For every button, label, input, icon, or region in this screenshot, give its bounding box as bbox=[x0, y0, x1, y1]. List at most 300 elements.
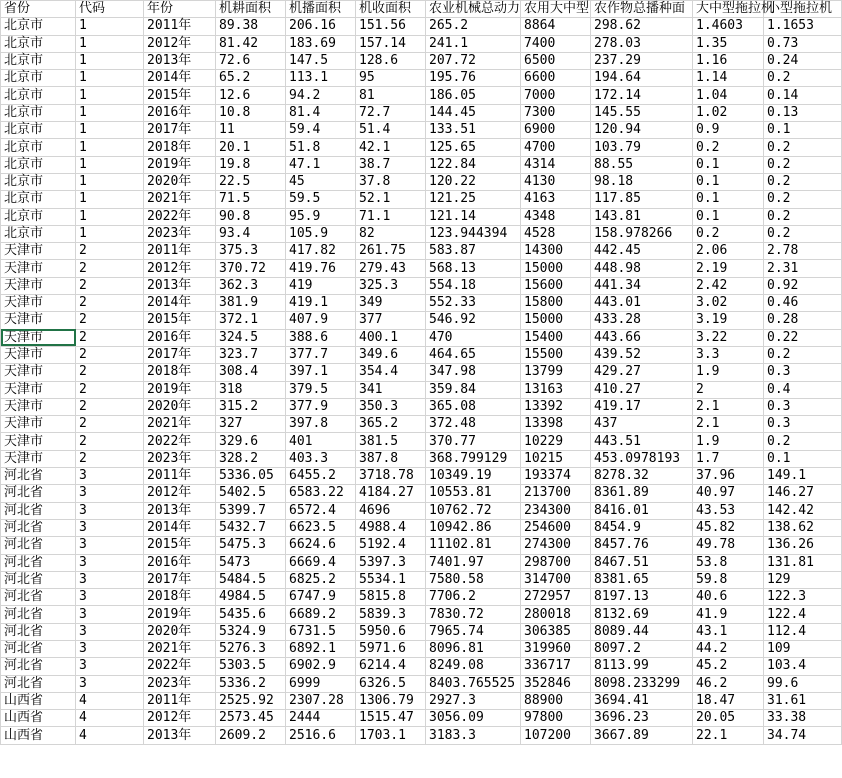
table-cell[interactable]: 2.19 bbox=[693, 260, 764, 277]
table-cell[interactable]: 山西省 bbox=[1, 727, 76, 744]
table-cell[interactable]: 6999 bbox=[286, 675, 356, 692]
table-cell[interactable]: 天津市 bbox=[1, 416, 76, 433]
table-cell[interactable]: 1.35 bbox=[693, 35, 764, 52]
table-cell[interactable]: 8097.2 bbox=[591, 640, 693, 657]
table-cell[interactable]: 15000 bbox=[521, 312, 591, 329]
table-cell[interactable]: 298700 bbox=[521, 554, 591, 571]
table-cell[interactable]: 265.2 bbox=[426, 18, 521, 35]
table-cell[interactable]: 山西省 bbox=[1, 692, 76, 709]
table-cell[interactable]: 157.14 bbox=[356, 35, 426, 52]
table-cell[interactable]: 13799 bbox=[521, 364, 591, 381]
table-cell[interactable]: 40.97 bbox=[693, 485, 764, 502]
table-cell[interactable]: 天津市 bbox=[1, 295, 76, 312]
table-cell[interactable]: 278.03 bbox=[591, 35, 693, 52]
table-cell[interactable]: 2015年 bbox=[144, 87, 216, 104]
table-cell[interactable]: 419.17 bbox=[591, 398, 693, 415]
table-cell[interactable]: 河北省 bbox=[1, 640, 76, 657]
table-cell[interactable]: 470 bbox=[426, 329, 521, 346]
table-cell[interactable]: 3696.23 bbox=[591, 710, 693, 727]
table-cell[interactable]: 2017年 bbox=[144, 122, 216, 139]
table-cell[interactable]: 128.6 bbox=[356, 52, 426, 69]
table-cell[interactable]: 8113.99 bbox=[591, 658, 693, 675]
table-cell[interactable]: 7300 bbox=[521, 104, 591, 121]
table-cell[interactable]: 2516.6 bbox=[286, 727, 356, 744]
table-cell[interactable]: 2609.2 bbox=[216, 727, 286, 744]
table-cell[interactable]: 318 bbox=[216, 381, 286, 398]
table-cell[interactable]: 419.76 bbox=[286, 260, 356, 277]
table-cell[interactable]: 1.1653 bbox=[764, 18, 842, 35]
table-cell[interactable]: 6747.9 bbox=[286, 589, 356, 606]
table-cell[interactable]: 6731.5 bbox=[286, 623, 356, 640]
table-cell[interactable]: 6455.2 bbox=[286, 468, 356, 485]
table-cell[interactable]: 443.66 bbox=[591, 329, 693, 346]
table-cell[interactable]: 1.4603 bbox=[693, 18, 764, 35]
table-cell[interactable]: 59.4 bbox=[286, 122, 356, 139]
table-cell[interactable]: 11102.81 bbox=[426, 537, 521, 554]
table-cell[interactable]: 279.43 bbox=[356, 260, 426, 277]
table-cell[interactable]: 2 bbox=[76, 416, 144, 433]
table-cell[interactable]: 105.9 bbox=[286, 225, 356, 242]
table-cell[interactable]: 2 bbox=[76, 329, 144, 346]
table-cell[interactable]: 天津市 bbox=[1, 398, 76, 415]
table-cell[interactable]: 6689.2 bbox=[286, 606, 356, 623]
table-cell[interactable]: 河北省 bbox=[1, 658, 76, 675]
table-cell[interactable]: 6500 bbox=[521, 52, 591, 69]
table-cell[interactable]: 天津市 bbox=[1, 364, 76, 381]
header-harvest-area[interactable]: 机收面积 bbox=[356, 1, 426, 18]
table-cell[interactable]: 2.1 bbox=[693, 398, 764, 415]
table-cell[interactable]: 1 bbox=[76, 156, 144, 173]
table-cell[interactable]: 5324.9 bbox=[216, 623, 286, 640]
table-cell[interactable]: 8197.13 bbox=[591, 589, 693, 606]
table-cell[interactable]: 195.76 bbox=[426, 70, 521, 87]
table-cell[interactable]: 1703.1 bbox=[356, 727, 426, 744]
table-cell[interactable]: 河北省 bbox=[1, 519, 76, 536]
table-cell[interactable]: 6214.4 bbox=[356, 658, 426, 675]
table-cell[interactable]: 河北省 bbox=[1, 623, 76, 640]
table-cell[interactable]: 143.81 bbox=[591, 208, 693, 225]
table-cell[interactable]: 441.34 bbox=[591, 277, 693, 294]
table-cell[interactable]: 397.1 bbox=[286, 364, 356, 381]
table-cell[interactable]: 45 bbox=[286, 173, 356, 190]
table-cell[interactable]: 天津市 bbox=[1, 243, 76, 260]
table-cell[interactable]: 81 bbox=[356, 87, 426, 104]
table-cell[interactable]: 136.26 bbox=[764, 537, 842, 554]
table-cell[interactable]: 43.1 bbox=[693, 623, 764, 640]
table-cell[interactable]: 0.2 bbox=[764, 433, 842, 450]
table-cell[interactable]: 2021年 bbox=[144, 640, 216, 657]
table-cell[interactable]: 8457.76 bbox=[591, 537, 693, 554]
table-cell[interactable]: 443.51 bbox=[591, 433, 693, 450]
table-cell[interactable]: 103.79 bbox=[591, 139, 693, 156]
table-cell[interactable]: 4348 bbox=[521, 208, 591, 225]
table-cell[interactable]: 583.87 bbox=[426, 243, 521, 260]
table-cell[interactable]: 3 bbox=[76, 640, 144, 657]
table-cell[interactable]: 381.9 bbox=[216, 295, 286, 312]
table-cell[interactable]: 4984.5 bbox=[216, 589, 286, 606]
header-year[interactable]: 年份 bbox=[144, 1, 216, 18]
table-cell[interactable]: 144.45 bbox=[426, 104, 521, 121]
table-cell[interactable]: 8096.81 bbox=[426, 640, 521, 657]
table-cell[interactable]: 97800 bbox=[521, 710, 591, 727]
table-cell[interactable]: 1515.47 bbox=[356, 710, 426, 727]
table-cell[interactable]: 387.8 bbox=[356, 450, 426, 467]
table-cell[interactable]: 3 bbox=[76, 571, 144, 588]
table-cell[interactable]: 河北省 bbox=[1, 537, 76, 554]
table-cell[interactable]: 3 bbox=[76, 658, 144, 675]
table-cell[interactable]: 北京市 bbox=[1, 225, 76, 242]
table-cell[interactable]: 2017年 bbox=[144, 571, 216, 588]
table-cell[interactable]: 45.82 bbox=[693, 519, 764, 536]
table-cell[interactable]: 81.42 bbox=[216, 35, 286, 52]
table-cell[interactable]: 8864 bbox=[521, 18, 591, 35]
table-cell[interactable]: 554.18 bbox=[426, 277, 521, 294]
table-cell[interactable]: 2019年 bbox=[144, 606, 216, 623]
table-cell[interactable]: 327 bbox=[216, 416, 286, 433]
table-cell[interactable]: 194.64 bbox=[591, 70, 693, 87]
table-cell[interactable]: 1 bbox=[76, 87, 144, 104]
selected-cell[interactable]: 天津市 bbox=[1, 329, 76, 346]
table-cell[interactable]: 3 bbox=[76, 485, 144, 502]
table-cell[interactable]: 1 bbox=[76, 225, 144, 242]
table-cell[interactable]: 4 bbox=[76, 710, 144, 727]
table-cell[interactable]: 天津市 bbox=[1, 346, 76, 363]
table-cell[interactable]: 122.84 bbox=[426, 156, 521, 173]
table-cell[interactable]: 2023年 bbox=[144, 675, 216, 692]
table-cell[interactable]: 3 bbox=[76, 606, 144, 623]
table-cell[interactable]: 448.98 bbox=[591, 260, 693, 277]
table-cell[interactable]: 377 bbox=[356, 312, 426, 329]
table-cell[interactable]: 0.2 bbox=[693, 225, 764, 242]
table-cell[interactable]: 82 bbox=[356, 225, 426, 242]
table-cell[interactable]: 31.61 bbox=[764, 692, 842, 709]
table-cell[interactable]: 349.6 bbox=[356, 346, 426, 363]
table-cell[interactable]: 10942.86 bbox=[426, 519, 521, 536]
table-cell[interactable]: 北京市 bbox=[1, 35, 76, 52]
header-plowing-area[interactable]: 机耕面积 bbox=[216, 1, 286, 18]
table-cell[interactable]: 372.1 bbox=[216, 312, 286, 329]
table-cell[interactable]: 5475.3 bbox=[216, 537, 286, 554]
table-cell[interactable]: 1.16 bbox=[693, 52, 764, 69]
table-cell[interactable]: 2011年 bbox=[144, 243, 216, 260]
table-cell[interactable]: 2014年 bbox=[144, 295, 216, 312]
table-cell[interactable]: 3183.3 bbox=[426, 727, 521, 744]
table-cell[interactable]: 7401.97 bbox=[426, 554, 521, 571]
table-cell[interactable]: 0.2 bbox=[764, 346, 842, 363]
table-cell[interactable]: 10215 bbox=[521, 450, 591, 467]
table-cell[interactable]: 443.01 bbox=[591, 295, 693, 312]
table-cell[interactable]: 2019年 bbox=[144, 381, 216, 398]
table-cell[interactable]: 2012年 bbox=[144, 485, 216, 502]
table-cell[interactable]: 34.74 bbox=[764, 727, 842, 744]
table-cell[interactable]: 4163 bbox=[521, 191, 591, 208]
table-cell[interactable]: 41.9 bbox=[693, 606, 764, 623]
table-cell[interactable]: 12.6 bbox=[216, 87, 286, 104]
table-cell[interactable]: 324.5 bbox=[216, 329, 286, 346]
table-cell[interactable]: 2019年 bbox=[144, 156, 216, 173]
table-cell[interactable]: 117.85 bbox=[591, 191, 693, 208]
table-cell[interactable]: 1 bbox=[76, 173, 144, 190]
table-cell[interactable]: 15500 bbox=[521, 346, 591, 363]
table-cell[interactable]: 0.22 bbox=[764, 329, 842, 346]
table-cell[interactable]: 1.9 bbox=[693, 433, 764, 450]
table-cell[interactable]: 0.1 bbox=[693, 156, 764, 173]
table-cell[interactable]: 河北省 bbox=[1, 502, 76, 519]
table-cell[interactable]: 4 bbox=[76, 692, 144, 709]
header-small-tractor[interactable]: 小型拖拉机 bbox=[764, 1, 842, 18]
table-cell[interactable]: 417.82 bbox=[286, 243, 356, 260]
table-cell[interactable]: 7580.58 bbox=[426, 571, 521, 588]
table-cell[interactable]: 6892.1 bbox=[286, 640, 356, 657]
table-cell[interactable]: 5402.5 bbox=[216, 485, 286, 502]
table-cell[interactable]: 5432.7 bbox=[216, 519, 286, 536]
table-cell[interactable]: 94.2 bbox=[286, 87, 356, 104]
table-cell[interactable]: 5435.6 bbox=[216, 606, 286, 623]
table-cell[interactable]: 103.4 bbox=[764, 658, 842, 675]
table-cell[interactable]: 325.3 bbox=[356, 277, 426, 294]
table-cell[interactable]: 298.62 bbox=[591, 18, 693, 35]
table-cell[interactable]: 2022年 bbox=[144, 208, 216, 225]
table-cell[interactable]: 河北省 bbox=[1, 468, 76, 485]
table-cell[interactable]: 2020年 bbox=[144, 623, 216, 640]
table-cell[interactable]: 410.27 bbox=[591, 381, 693, 398]
table-cell[interactable]: 8249.08 bbox=[426, 658, 521, 675]
table-cell[interactable]: 0.1 bbox=[764, 122, 842, 139]
table-cell[interactable]: 2307.28 bbox=[286, 692, 356, 709]
table-cell[interactable]: 天津市 bbox=[1, 433, 76, 450]
table-cell[interactable]: 43.53 bbox=[693, 502, 764, 519]
table-cell[interactable]: 5397.3 bbox=[356, 554, 426, 571]
table-cell[interactable]: 0.13 bbox=[764, 104, 842, 121]
table-cell[interactable]: 93.4 bbox=[216, 225, 286, 242]
table-cell[interactable]: 3 bbox=[76, 502, 144, 519]
table-cell[interactable]: 45.2 bbox=[693, 658, 764, 675]
table-cell[interactable]: 2020年 bbox=[144, 398, 216, 415]
table-cell[interactable]: 158.978266 bbox=[591, 225, 693, 242]
table-cell[interactable]: 377.7 bbox=[286, 346, 356, 363]
table-cell[interactable]: 1306.79 bbox=[356, 692, 426, 709]
table-cell[interactable]: 122.4 bbox=[764, 606, 842, 623]
table-cell[interactable]: 河北省 bbox=[1, 606, 76, 623]
table-cell[interactable]: 2012年 bbox=[144, 260, 216, 277]
table-cell[interactable]: 2011年 bbox=[144, 692, 216, 709]
table-cell[interactable]: 8381.65 bbox=[591, 571, 693, 588]
table-cell[interactable]: 22.1 bbox=[693, 727, 764, 744]
table-cell[interactable]: 400.1 bbox=[356, 329, 426, 346]
table-cell[interactable]: 2016年 bbox=[144, 329, 216, 346]
table-cell[interactable]: 5473 bbox=[216, 554, 286, 571]
table-cell[interactable]: 33.38 bbox=[764, 710, 842, 727]
table-cell[interactable]: 10762.72 bbox=[426, 502, 521, 519]
table-cell[interactable]: 2 bbox=[76, 364, 144, 381]
table-cell[interactable]: 365.08 bbox=[426, 398, 521, 415]
table-cell[interactable]: 0.1 bbox=[693, 208, 764, 225]
table-cell[interactable]: 46.2 bbox=[693, 675, 764, 692]
table-cell[interactable]: 2013年 bbox=[144, 52, 216, 69]
table-cell[interactable]: 546.92 bbox=[426, 312, 521, 329]
table-cell[interactable]: 北京市 bbox=[1, 173, 76, 190]
table-cell[interactable]: 6623.5 bbox=[286, 519, 356, 536]
table-cell[interactable]: 2018年 bbox=[144, 589, 216, 606]
table-cell[interactable]: 2015年 bbox=[144, 312, 216, 329]
table-cell[interactable]: 2 bbox=[76, 243, 144, 260]
table-cell[interactable]: 3 bbox=[76, 519, 144, 536]
header-total-sown[interactable]: 农作物总播种面 bbox=[591, 1, 693, 18]
table-cell[interactable]: 5534.1 bbox=[356, 571, 426, 588]
table-cell[interactable]: 2.31 bbox=[764, 260, 842, 277]
table-cell[interactable]: 北京市 bbox=[1, 208, 76, 225]
table-cell[interactable]: 2.1 bbox=[693, 416, 764, 433]
table-cell[interactable]: 7000 bbox=[521, 87, 591, 104]
table-cell[interactable]: 2927.3 bbox=[426, 692, 521, 709]
table-cell[interactable]: 112.4 bbox=[764, 623, 842, 640]
table-cell[interactable]: 151.56 bbox=[356, 18, 426, 35]
table-cell[interactable]: 0.2 bbox=[764, 139, 842, 156]
table-cell[interactable]: 429.27 bbox=[591, 364, 693, 381]
table-cell[interactable]: 5399.7 bbox=[216, 502, 286, 519]
table-cell[interactable]: 0.1 bbox=[693, 173, 764, 190]
table-cell[interactable]: 3.02 bbox=[693, 295, 764, 312]
table-cell[interactable]: 2444 bbox=[286, 710, 356, 727]
table-cell[interactable]: 368.799129 bbox=[426, 450, 521, 467]
table-cell[interactable]: 99.6 bbox=[764, 675, 842, 692]
table-cell[interactable]: 133.51 bbox=[426, 122, 521, 139]
table-cell[interactable]: 2013年 bbox=[144, 277, 216, 294]
table-cell[interactable]: 8132.69 bbox=[591, 606, 693, 623]
table-cell[interactable]: 354.4 bbox=[356, 364, 426, 381]
table-cell[interactable]: 2 bbox=[76, 450, 144, 467]
table-cell[interactable]: 437 bbox=[591, 416, 693, 433]
table-cell[interactable]: 2014年 bbox=[144, 519, 216, 536]
table-cell[interactable]: 北京市 bbox=[1, 139, 76, 156]
table-cell[interactable]: 107200 bbox=[521, 727, 591, 744]
table-cell[interactable]: 336717 bbox=[521, 658, 591, 675]
table-cell[interactable]: 306385 bbox=[521, 623, 591, 640]
table-cell[interactable]: 1.7 bbox=[693, 450, 764, 467]
header-sowing-area[interactable]: 机播面积 bbox=[286, 1, 356, 18]
header-province[interactable]: 省份 bbox=[1, 1, 76, 18]
table-cell[interactable]: 2013年 bbox=[144, 502, 216, 519]
table-cell[interactable]: 52.1 bbox=[356, 191, 426, 208]
table-cell[interactable]: 3.22 bbox=[693, 329, 764, 346]
table-cell[interactable]: 2 bbox=[76, 260, 144, 277]
table-cell[interactable]: 2013年 bbox=[144, 727, 216, 744]
header-code[interactable]: 代码 bbox=[76, 1, 144, 18]
table-cell[interactable]: 19.8 bbox=[216, 156, 286, 173]
table-cell[interactable]: 北京市 bbox=[1, 87, 76, 104]
table-cell[interactable]: 8454.9 bbox=[591, 519, 693, 536]
table-cell[interactable]: 2.06 bbox=[693, 243, 764, 260]
table-cell[interactable]: 193374 bbox=[521, 468, 591, 485]
table-cell[interactable]: 天津市 bbox=[1, 312, 76, 329]
table-cell[interactable]: 254600 bbox=[521, 519, 591, 536]
table-cell[interactable]: 8467.51 bbox=[591, 554, 693, 571]
table-cell[interactable]: 261.75 bbox=[356, 243, 426, 260]
table-cell[interactable]: 北京市 bbox=[1, 104, 76, 121]
table-cell[interactable]: 349 bbox=[356, 295, 426, 312]
table-cell[interactable]: 2023年 bbox=[144, 225, 216, 242]
table-cell[interactable]: 98.18 bbox=[591, 173, 693, 190]
table-cell[interactable]: 95.9 bbox=[286, 208, 356, 225]
table-cell[interactable]: 河北省 bbox=[1, 589, 76, 606]
table-cell[interactable]: 北京市 bbox=[1, 18, 76, 35]
table-cell[interactable]: 122.3 bbox=[764, 589, 842, 606]
table-cell[interactable]: 71.5 bbox=[216, 191, 286, 208]
table-cell[interactable]: 4528 bbox=[521, 225, 591, 242]
table-cell[interactable]: 8361.89 bbox=[591, 485, 693, 502]
table-cell[interactable]: 2018年 bbox=[144, 364, 216, 381]
table-cell[interactable]: 3 bbox=[76, 589, 144, 606]
table-cell[interactable]: 2016年 bbox=[144, 554, 216, 571]
table-cell[interactable]: 5276.3 bbox=[216, 640, 286, 657]
table-cell[interactable]: 河北省 bbox=[1, 571, 76, 588]
table-cell[interactable]: 2 bbox=[76, 433, 144, 450]
table-cell[interactable]: 18.47 bbox=[693, 692, 764, 709]
table-cell[interactable]: 0.73 bbox=[764, 35, 842, 52]
table-cell[interactable]: 天津市 bbox=[1, 450, 76, 467]
table-cell[interactable]: 147.5 bbox=[286, 52, 356, 69]
table-cell[interactable]: 10349.19 bbox=[426, 468, 521, 485]
table-cell[interactable]: 453.0978193 bbox=[591, 450, 693, 467]
table-cell[interactable]: 59.8 bbox=[693, 571, 764, 588]
table-cell[interactable]: 10229 bbox=[521, 433, 591, 450]
table-cell[interactable]: 北京市 bbox=[1, 70, 76, 87]
table-cell[interactable]: 2012年 bbox=[144, 710, 216, 727]
table-cell[interactable]: 3.3 bbox=[693, 346, 764, 363]
table-cell[interactable]: 274300 bbox=[521, 537, 591, 554]
table-cell[interactable]: 89.38 bbox=[216, 18, 286, 35]
table-cell[interactable]: 146.27 bbox=[764, 485, 842, 502]
table-cell[interactable]: 2.78 bbox=[764, 243, 842, 260]
table-cell[interactable]: 172.14 bbox=[591, 87, 693, 104]
table-cell[interactable]: 15400 bbox=[521, 329, 591, 346]
table-cell[interactable]: 15800 bbox=[521, 295, 591, 312]
table-cell[interactable]: 419.1 bbox=[286, 295, 356, 312]
table-cell[interactable]: 319960 bbox=[521, 640, 591, 657]
table-cell[interactable]: 37.96 bbox=[693, 468, 764, 485]
table-cell[interactable]: 51.8 bbox=[286, 139, 356, 156]
table-cell[interactable]: 365.2 bbox=[356, 416, 426, 433]
table-cell[interactable]: 352846 bbox=[521, 675, 591, 692]
table-cell[interactable]: 3 bbox=[76, 675, 144, 692]
table-cell[interactable]: 10553.81 bbox=[426, 485, 521, 502]
table-cell[interactable]: 0.2 bbox=[764, 225, 842, 242]
table-cell[interactable]: 3718.78 bbox=[356, 468, 426, 485]
table-cell[interactable]: 22.5 bbox=[216, 173, 286, 190]
table-cell[interactable]: 51.4 bbox=[356, 122, 426, 139]
table-cell[interactable]: 5336.2 bbox=[216, 675, 286, 692]
table-cell[interactable]: 5192.4 bbox=[356, 537, 426, 554]
table-cell[interactable]: 8278.32 bbox=[591, 468, 693, 485]
table-cell[interactable]: 北京市 bbox=[1, 191, 76, 208]
table-cell[interactable]: 314700 bbox=[521, 571, 591, 588]
table-cell[interactable]: 8098.233299 bbox=[591, 675, 693, 692]
table-cell[interactable]: 6572.4 bbox=[286, 502, 356, 519]
table-cell[interactable]: 1 bbox=[76, 52, 144, 69]
table-cell[interactable]: 7830.72 bbox=[426, 606, 521, 623]
table-cell[interactable]: 2011年 bbox=[144, 18, 216, 35]
table-cell[interactable]: 38.7 bbox=[356, 156, 426, 173]
table-cell[interactable]: 14300 bbox=[521, 243, 591, 260]
table-cell[interactable]: 6825.2 bbox=[286, 571, 356, 588]
table-cell[interactable]: 42.1 bbox=[356, 139, 426, 156]
table-cell[interactable]: 20.1 bbox=[216, 139, 286, 156]
table-cell[interactable]: 6669.4 bbox=[286, 554, 356, 571]
table-cell[interactable]: 341 bbox=[356, 381, 426, 398]
table-cell[interactable]: 6600 bbox=[521, 70, 591, 87]
table-cell[interactable]: 8403.765525 bbox=[426, 675, 521, 692]
table-cell[interactable]: 0.28 bbox=[764, 312, 842, 329]
